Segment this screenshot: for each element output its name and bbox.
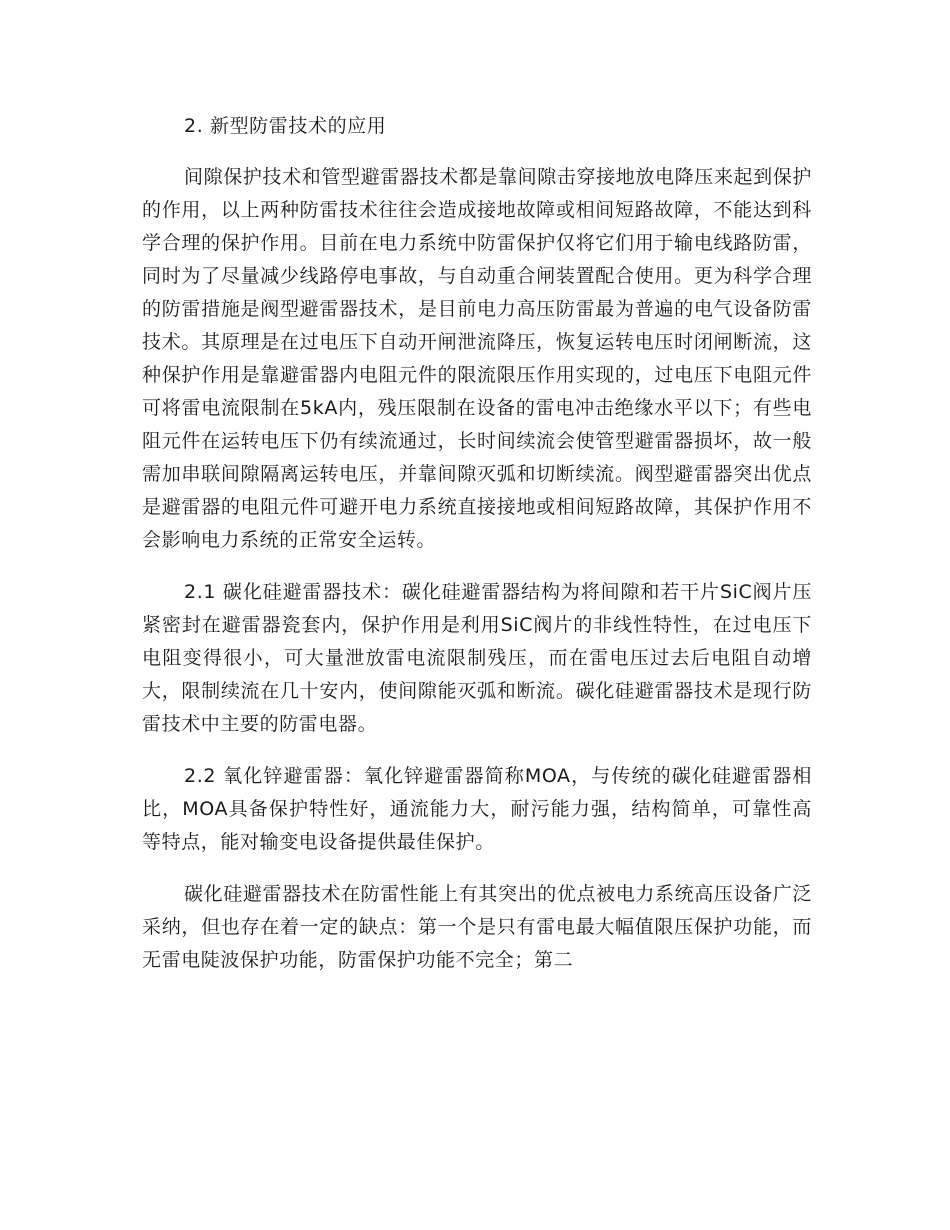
paragraph-zno-arrester: 2.2 氧化锌避雷器：氧化锌避雷器简称MOA，与传统的碳化硅避雷器相比，MOA具备保护特性好，通流能力大，耐污能力强，结构简单，可靠性高等特点，能对输变电设备提供最佳保护。	[142, 765, 812, 853]
paragraph-intro: 间隙保护技术和管型避雷器技术都是靠间隙击穿接地放电降压来起到保护的作用，以上两种防雷技术往往会造成接地故障或相间短路故障，不能达到科学合理的保护作用。目前在电力系统中防雷保护仅将它们用于输电线路防雷，同时为了尽量减少线路停电事故，与自动重合闸装置配合使用。更为科学合理的防雷措施是阀型避雷器技术，是目前电力高压防雷最为普遍的电气设备防雷技术。其原理是在过电压下自动开闸泄流降压，恢复运转电压时闭闸断流，这种保护作用是靠避雷器内电阻元件的限流限压作用实现的，过电压下电阻元件可将雷电流限制在5kA内，残压限制在设备的雷电冲击绝缘水平以下；有些电阻元件在运转电压下仍有续流通过，长时间续流会使管型避雷器损坏，故一般需加串联间隙隔离运转电压，并靠间隙灭弧和切断续流。阀型避雷器突出优点是避雷器的电阻元件可避开电力系统直接接地或相间短路故障，其保护作用不会影响电力系统的正常安全运转。	[142, 166, 812, 551]
paragraph-sic-arrester: 2.1 碳化硅避雷器技术：碳化硅避雷器结构为将间隙和若干片SiC阀片压紧密封在避雷器瓷套内，保护作用是利用SiC阀片的非线性特性，在过电压下电阻变得很小，可大量泄放雷电流限制残压，而在雷电压过去后电阻自动增大，限制续流在几十安内，使间隙能灭弧和断流。碳化硅避雷器技术是现行防雷技术中主要的防雷电器。	[142, 581, 812, 735]
paragraph-sic-drawbacks: 碳化硅避雷器技术在防雷性能上有其突出的优点被电力系统高压设备广泛采纳，但也存在着一定的缺点：第一个是只有雷电最大幅值限压保护功能，而无雷电陡波保护功能，防雷保护功能不完全；第二	[142, 883, 812, 971]
document-body	[142, 110, 812, 996]
section-heading: 2. 新型防雷技术的应用	[184, 115, 387, 137]
